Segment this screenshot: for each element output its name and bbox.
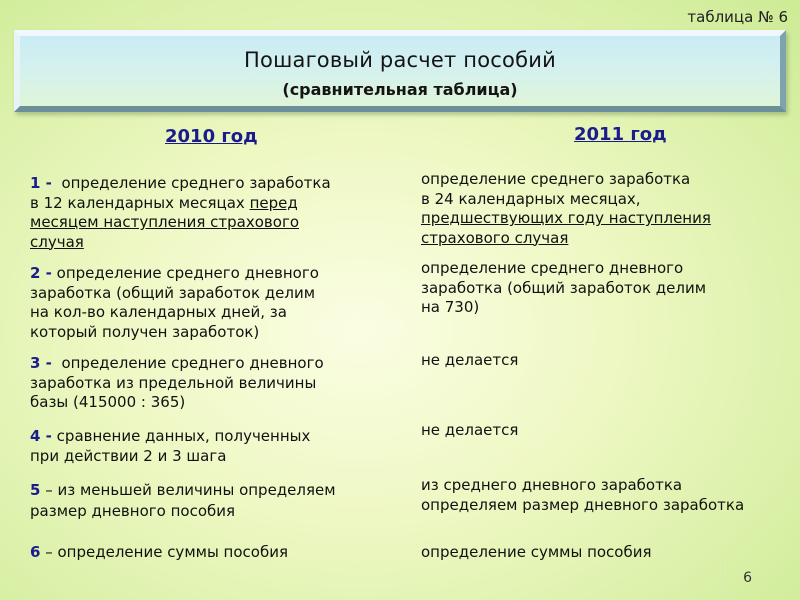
slide-title: Пошаговый расчет пособий [244,48,556,72]
row-1-right-line-2: в 24 календарных месяцах, [421,189,641,208]
row-5-left-line-2: размер дневного пособия [30,502,236,520]
row-3-left-line-2: заработка из предельной величины [30,373,317,392]
row-1-left-line-4: случая [30,232,84,251]
row-3-right-line-1: не делается [421,351,519,369]
row-1-number: 1 - [30,174,52,192]
row-3-left-line-1: определение среднего дневного [61,354,324,372]
row-4-left-line-2: при действии 2 и 3 шага [30,446,227,465]
row-4-left [30,427,310,466]
row-4-right-line-1: не делается [421,421,519,439]
row-3-number: 3 - [30,354,52,372]
row-2-left-line-3: на кол-во календарных дней, за [30,303,287,321]
row-6-right-line-1: определение суммы пособия [421,543,652,561]
row-1-left-line-2: в 12 календарных месяцах [30,193,250,212]
divider-line [722,555,723,600]
slide-subtitle: (сравнительная таблица) [282,80,518,99]
row-2-right [421,259,706,318]
row-1-right-line-4: страхового случая [421,228,569,247]
row-6-number: 6 [30,543,41,561]
row-2-left-line-4: который получен заработок) [30,322,260,341]
row-2-number: 2 - [30,264,52,282]
row-6-left-line-1: – определение суммы пособия [45,543,288,561]
row-5-right [421,475,744,515]
row-5-right-line-1: из среднего дневного заработка [421,476,683,494]
row-4-left-line-1: сравнение данных, полученных [56,427,311,445]
row-1-left-line-2b: перед [249,193,298,212]
row-6-right [421,543,652,563]
row-6-left [30,543,288,563]
row-1-left-line-3: месяцем наступления страхового [30,213,299,231]
row-1-right-line-1: определение среднего заработка [421,170,691,188]
page-number: 6 [743,570,752,586]
table-label: таблица № 6 [687,8,788,26]
row-2-left-line-1: определение среднего дневного [56,264,319,282]
title-panel [14,30,786,112]
row-5-left [30,480,336,522]
row-2-right-line-1: определение среднего дневного [421,259,684,277]
row-3-left [30,354,324,413]
row-3-right [421,351,518,371]
row-5-left-line-1: – из меньшей величины определяем [45,481,336,499]
row-2-right-line-2: заработка (общий заработок делим [421,278,707,297]
row-4-number: 4 - [30,427,52,445]
row-2-left-line-2: заработка (общий заработок делим [30,283,316,302]
row-2-right-line-3: на 730) [421,298,480,316]
row-1-right [421,170,711,248]
row-4-right [421,421,518,441]
row-5-number: 5 [30,481,41,499]
row-1-left-line-1: определение среднего заработка [61,174,331,192]
row-3-left-line-3: базы (415000 : 365) [30,393,186,411]
column-header-2010: 2010 год [165,126,258,147]
row-2-left [30,264,319,342]
row-5-right-line-2: определяем размер дневного заработка [421,496,745,514]
row-1-left [30,174,331,252]
row-1-right-line-3: предшествующих году наступления [421,209,711,227]
column-header-2011: 2011 год [574,124,667,145]
